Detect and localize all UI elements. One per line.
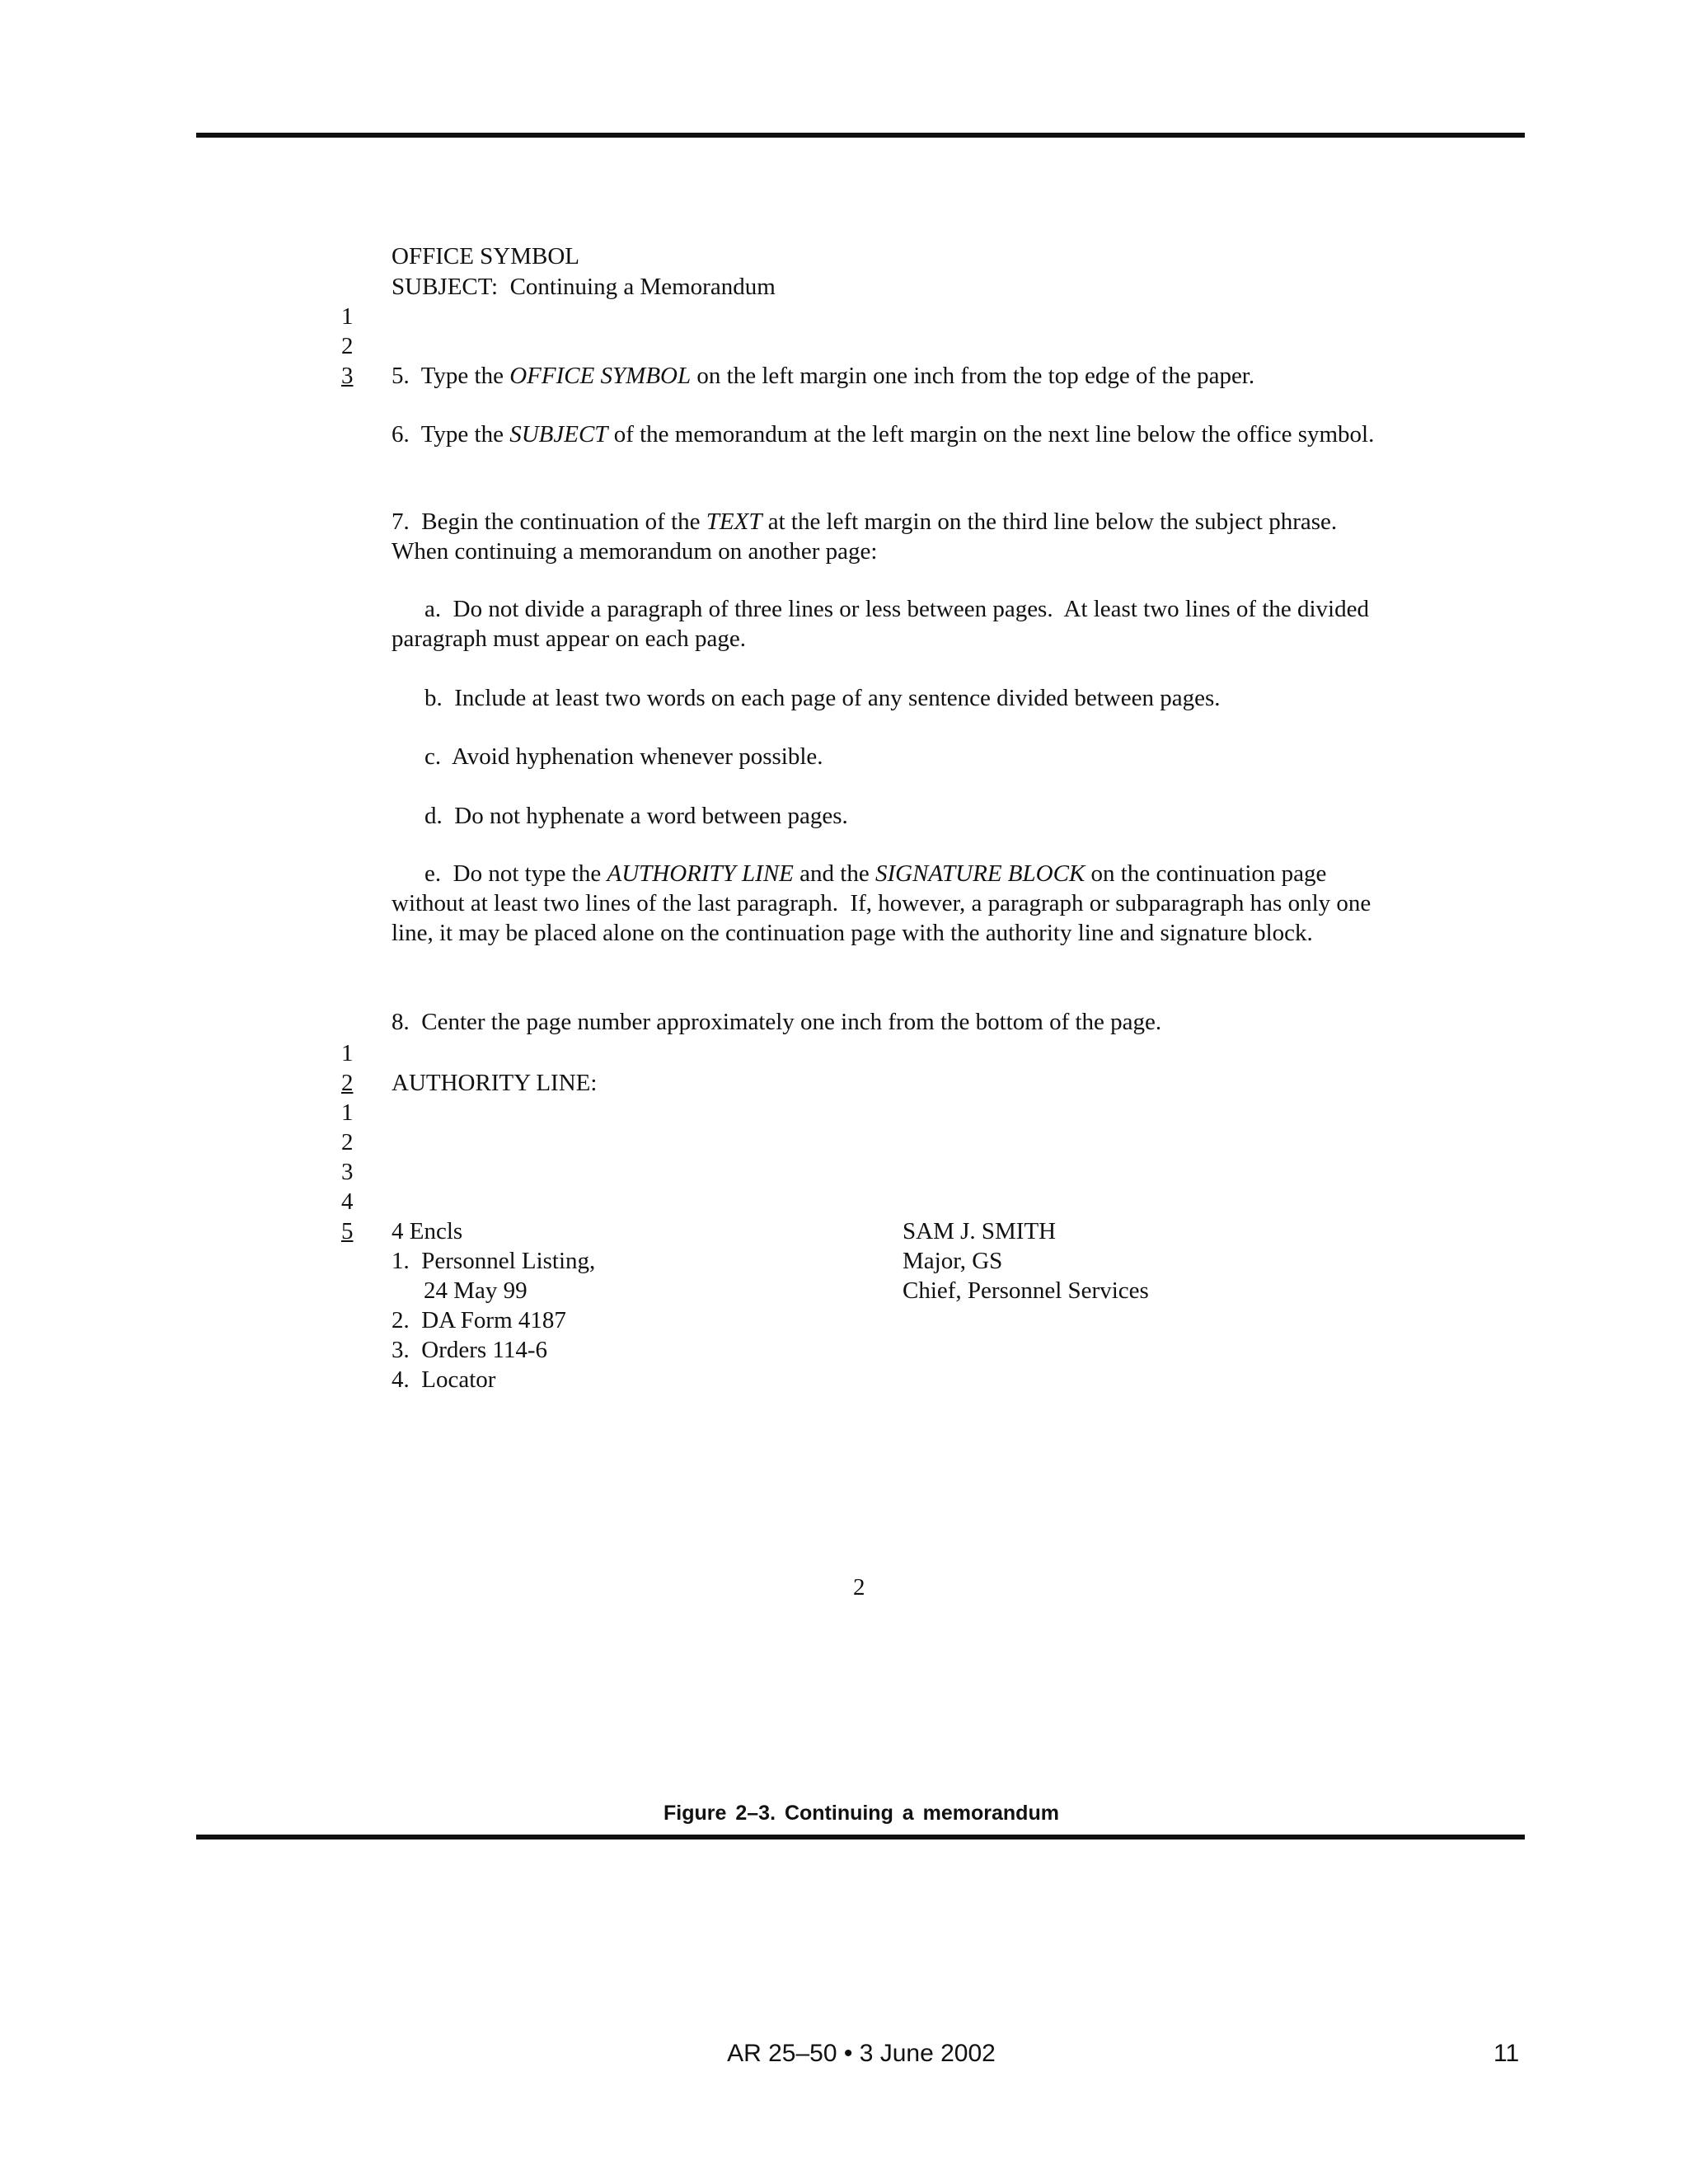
paragraph-text: and the (793, 860, 875, 887)
line-marker: 2 (341, 1129, 354, 1155)
line-marker: 2 (341, 1070, 354, 1096)
paragraph-text: c. Avoid hyphenation whenever possible. (424, 743, 823, 770)
figure-caption: Figure 2–3. Continuing a memorandum (663, 1802, 1059, 1825)
signature-name: SAM J. SMITH (903, 1218, 1057, 1244)
emphasis: SIGNATURE BLOCK (874, 860, 1085, 887)
paragraph-8: 8. Center the page number approximately one inch from the bottom of the page. (392, 1009, 1162, 1035)
paragraph-text: d. Do not hyphenate a word between pages. (424, 803, 848, 829)
paragraph-text: on the continuation page without at least two lines of the last paragraph. If, however, a paragraph or subparagraph has only one line, it may be placed alone on the continuation page with the authority line and signature block. (392, 860, 1377, 946)
line-marker: 5 (341, 1218, 354, 1244)
paragraph-text: 5. Type the (392, 363, 510, 389)
paragraph-6 (392, 419, 1393, 449)
emphasis: OFFICE SYMBOL (509, 363, 692, 389)
footer-page-number: 11 (1493, 2040, 1520, 2067)
authority-line: AUTHORITY LINE: (392, 1070, 598, 1096)
enclosure-item: 3. Orders 114-6 (392, 1337, 547, 1363)
paragraph-text: at the left margin on the third line below the subject phrase. When continuing a memorandum on another page: (392, 509, 1349, 565)
subparagraph-a (392, 594, 1393, 654)
footer-publication: AR 25–50 • 3 June 2002 (727, 2040, 996, 2067)
paragraph-5 (392, 361, 1393, 391)
office-symbol: OFFICE SYMBOL (392, 243, 580, 269)
enclosure-count: 4 Encls (392, 1218, 463, 1244)
emphasis: SUBJECT (509, 421, 608, 448)
subparagraph-e (392, 859, 1393, 948)
paragraph-text: on the left margin one inch from the top edge of the paper. (691, 363, 1255, 389)
paragraph-text: of the memorandum at the left margin on the next line below the office symbol. (607, 421, 1375, 448)
emphasis: TEXT (706, 509, 762, 535)
subparagraph-b (392, 683, 1393, 713)
enclosure-item: 1. Personnel Listing, (392, 1248, 596, 1274)
signature-rank: Major, GS (903, 1248, 1003, 1274)
paragraph-text: 7. Begin the continuation of the (392, 509, 706, 535)
emphasis: AUTHORITY LINE (607, 860, 794, 887)
paragraph-text: b. Include at least two words on each page of any sentence divided between pages. (424, 685, 1221, 711)
line-marker: 2 (341, 333, 354, 359)
line-marker: 1 (341, 303, 354, 330)
bottom-rule (196, 1835, 1525, 1840)
paragraph-text: a. Do not divide a paragraph of three lines or less between pages. At least two lines of the divided paragraph must appear on each page. (392, 596, 1376, 652)
line-marker: 3 (341, 1159, 354, 1185)
line-marker: 3 (341, 363, 354, 389)
line-marker: 4 (341, 1188, 354, 1215)
enclosure-item: 4. Locator (392, 1366, 496, 1393)
top-rule (196, 133, 1525, 138)
signature-title: Chief, Personnel Services (903, 1277, 1149, 1304)
memo-page-number: 2 (853, 1574, 865, 1601)
subparagraph-d (392, 801, 1393, 831)
subject-line: SUBJECT: Continuing a Memorandum (392, 274, 776, 300)
line-marker: 1 (341, 1040, 354, 1066)
paragraph-text: 6. Type the (392, 421, 510, 448)
enclosure-item: 24 May 99 (424, 1277, 528, 1304)
enclosure-item: 2. DA Form 4187 (392, 1307, 566, 1333)
line-marker: 1 (341, 1099, 354, 1126)
paragraph-7 (392, 507, 1393, 566)
paragraph-text: e. Do not type the (424, 860, 607, 887)
subparagraph-c (392, 742, 1393, 771)
